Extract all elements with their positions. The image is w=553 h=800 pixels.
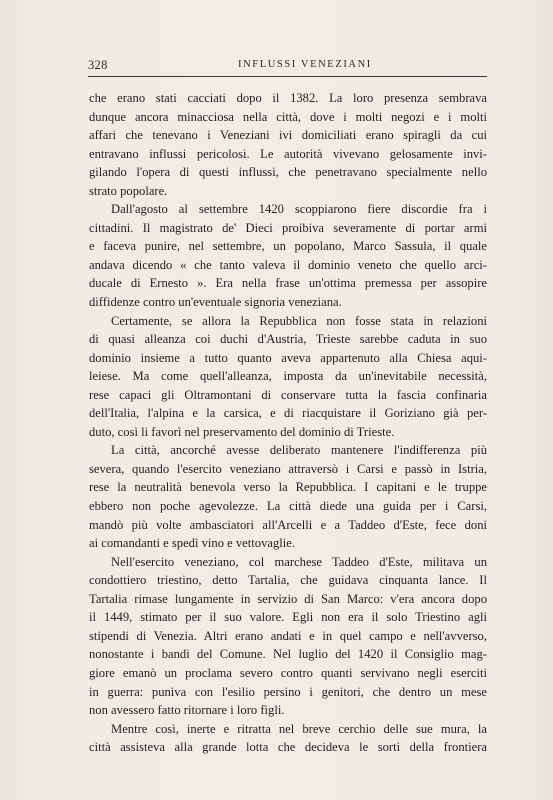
text-line: strato popolare. xyxy=(89,183,168,198)
text-line: leiese. Ma come quell'alleanza, imposta da un'inevitabile necessità, xyxy=(89,369,487,384)
text-line: dominio insieme a tutto quanto aveva appartenuto alla Chiesa aqui- xyxy=(89,350,487,365)
text-line: giore emanò un proclama severo contro quanti servivano negli eserciti xyxy=(89,665,487,680)
text-line: nonostante i bandi del Comune. Nel luglio del 1420 il Consiglio mag- xyxy=(89,647,487,662)
text-line: città assisteva alla grande lotta che decideva le sorti della frontiera xyxy=(89,740,487,755)
text-line: affari che tenevano i Veneziani ivi domiciliati erano spiragli da cui xyxy=(89,128,487,143)
text-line: Dall'agosto al settembre 1420 scoppiarono fiere discordie fra i xyxy=(111,202,487,217)
text-line: stipendi di Venezia. Altri erano andati e in quel campo e nell'avverso, xyxy=(89,628,487,643)
text-line: ai comandanti e spedì vino e vettovaglie. xyxy=(89,536,295,551)
text-line: che erano stati cacciati dopo il 1382. La loro presenza sembrava xyxy=(89,91,487,105)
text-line: Certamente, se allora la Repubblica non fosse stata in relazioni xyxy=(111,313,487,328)
text-line: e faceva punire, nel settembre, un popolano, Marco Sassula, il quale xyxy=(89,239,487,254)
text-line: dell'Italia, l'alpina e la carsica, e di riacquistare il Goriziano già per- xyxy=(89,406,487,421)
running-head: INFLUSSI VENEZIANI xyxy=(238,59,372,70)
text-line: mandò più volte ambasciatori all'Arcelli e a Taddeo d'Este, fece doni xyxy=(89,517,487,532)
text-line: Mentre così, inerte e ritratta nel breve cerchio delle sue mura, la xyxy=(111,721,487,736)
text-line: andava dicendo « che tanto valeva il dominio veneto che quello arci- xyxy=(89,257,487,272)
text-line: diffidenze contro un'eventuale signoria veneziana. xyxy=(89,295,342,310)
page-header xyxy=(88,58,488,76)
text-line: in guerra: puniva con l'esilio persino i genitori, che dentro un mese xyxy=(89,684,487,699)
text-line: ducale di Ernesto ». Era nella frase un'ottima premessa per assopire xyxy=(89,276,487,291)
page-number: 328 xyxy=(88,58,108,72)
header-rule xyxy=(88,76,487,77)
text-line: Nell'esercito veneziano, col marchese Taddeo d'Este, militava un xyxy=(111,554,487,569)
text-line: cittadini. Il magistrato de' Dieci proibiva severamente di portar armi xyxy=(89,220,487,235)
text-line: entravano influssi pericolosi. Le autorità vivevano gelosamente invi- xyxy=(89,146,487,161)
text-line: gilando l'opera di questi influssi, che penetravano specialmente nello xyxy=(89,165,487,180)
text-line: duto, così li favorì nel preservamento del dominio di Trieste. xyxy=(89,424,395,439)
text-line: rese capaci gli Oltramontani di conservare tutta la fascia confinaria xyxy=(89,387,487,402)
text-line: di quasi alleanza coi duchi d'Austria, Trieste sarebbe caduta in suo xyxy=(89,332,487,347)
text-line: non avessero fatto ritornare i loro figli. xyxy=(89,703,285,718)
text-line: La città, ancorché avesse deliberato mantenere l'indifferenza più xyxy=(111,443,487,458)
text-line: Tartalia rimase lungamente in servizio di San Marco: v'era ancora dopo xyxy=(89,591,487,606)
text-line: severa, quando l'esercito veneziano attraversò i Carsi e passò in Istria, xyxy=(89,461,487,476)
text-line: rese la neutralità benevola verso la Repubblica. I capitani e le truppe xyxy=(89,480,487,495)
body-text xyxy=(89,89,487,757)
text-line: condottiero triestino, detto Tartalia, che guidava cinquanta lance. Il xyxy=(89,573,487,588)
text-line: dunque ancora minacciosa nella città, dove i molti negozi e i molti xyxy=(89,109,487,124)
text-line: il 1449, stimato per il suo valore. Egli non era il solo Triestino agli xyxy=(89,610,487,625)
text-line: ebbero non poche agevolezze. La città diede una guida per i Carsi, xyxy=(89,499,487,514)
